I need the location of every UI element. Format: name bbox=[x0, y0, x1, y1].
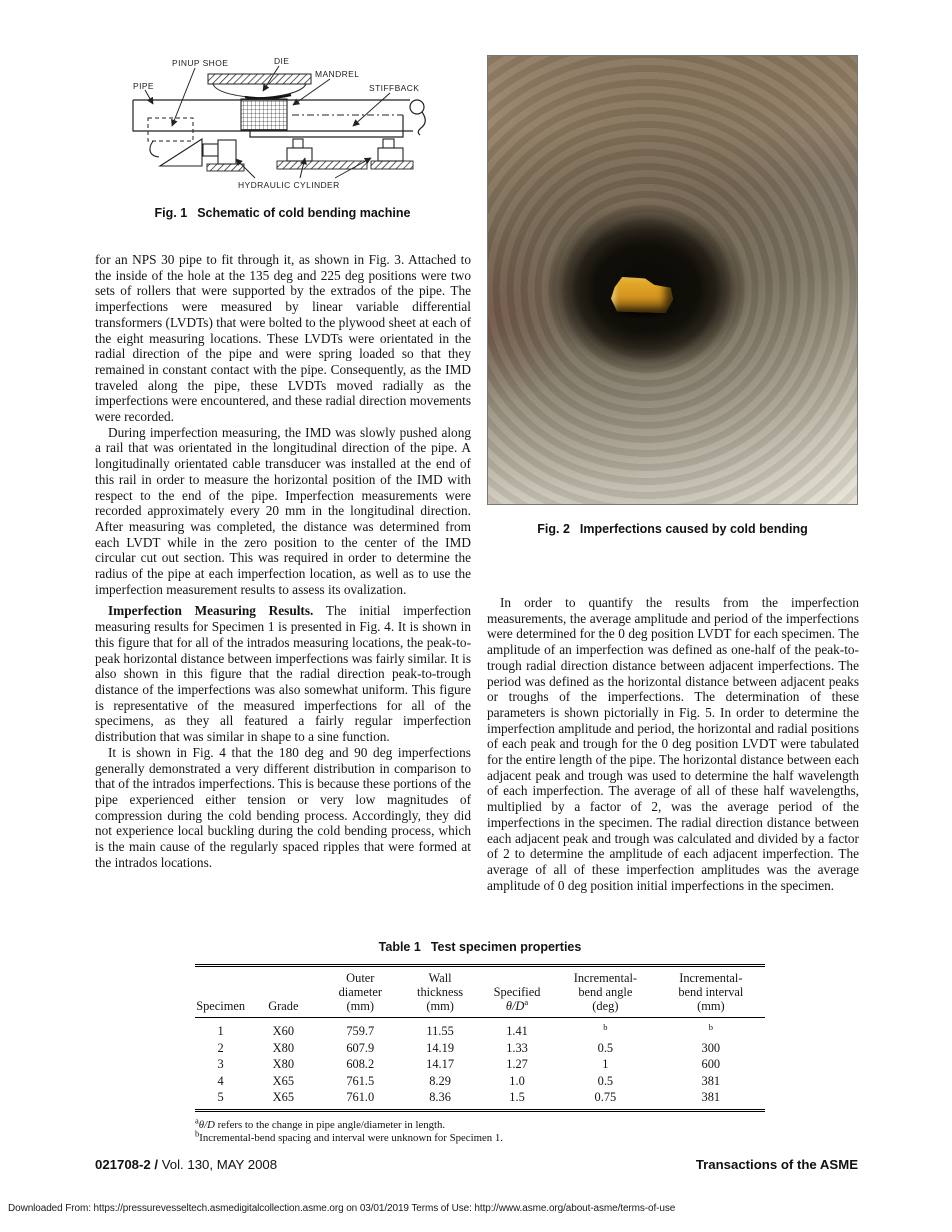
col-header-outer-diameter: Outer diameter (mm) bbox=[320, 966, 400, 1018]
table-row bbox=[195, 1056, 765, 1072]
wedge bbox=[160, 139, 202, 166]
footnote-b: $^b$Incremental-bend spacing and interval were unknown for Specimen 1. bbox=[195, 1128, 503, 1145]
table-cell: 5 bbox=[217, 1090, 224, 1105]
fig2-caption-label: Fig. 2 bbox=[537, 522, 570, 536]
body-paragraph: During imperfection measuring, the IMD was slowly pushed along a rail that was orientated in the longitudinal direction of the pipe. A longitudinally orientated cable transducer was installed at the end of this rail in order to measure the horizontal position of the IMD with respect to the end of the pipe. Imperfection measurements were recorded approximately every 20 mm in the longitudinal direction. After measuring was completed, the distance was determined from each LVDT while in the zero position to the center of the IMD circular cut out section. This was required in order to determine the radius of the pipe at each imperfection location, as well as to use the imperfection measurement results to assess its ovalization. bbox=[95, 424, 471, 597]
pinup-hook bbox=[150, 141, 159, 157]
mandrel-block bbox=[241, 99, 287, 130]
fig1-caption bbox=[95, 206, 470, 220]
table-cell: 381 bbox=[701, 1073, 721, 1088]
col-header-specimen: Specimen bbox=[195, 966, 246, 1018]
footnote-a: $^a$θ/D refers to the change in pipe angle/diameter in length. bbox=[195, 1115, 446, 1132]
fig2-caption bbox=[487, 522, 858, 536]
fig2-caption-text: Imperfections caused by cold bending bbox=[579, 522, 808, 536]
yellow-machine bbox=[611, 277, 673, 313]
table-cell: 0.5 bbox=[597, 1040, 614, 1055]
col-header-specified: Specified $\theta/D^a$ bbox=[480, 966, 554, 1018]
table-cell: 14.19 bbox=[426, 1040, 455, 1055]
table-cell: b bbox=[708, 1022, 713, 1033]
section-heading: Imperfection Measuring Results. bbox=[108, 603, 314, 619]
body-paragraph: Imperfection Measuring Results. The initial imperfection measuring results for Specimen 1 is presented in Fig. 4. It is shown in this figure that for all of the intrados measuring locations, the peak-to-peak horizontal distance between imperfections was fairly similar. It is also shown in this figure that the radial direction peak-to-trough distance of the imperfections was also somewhat uniform. This figure is representative of the measured imperfections for all of the specimens, as they all featured a fairly regular imperfection distribution that was similar in shape to a sine function. bbox=[95, 603, 471, 745]
ground-left bbox=[207, 164, 244, 171]
table-cell: 1.41 bbox=[506, 1024, 528, 1039]
support-middle bbox=[287, 148, 312, 161]
table-row bbox=[195, 1018, 765, 1040]
cylinder-body bbox=[218, 140, 236, 164]
fig1-caption-label: Fig. 1 bbox=[154, 206, 188, 220]
table-row bbox=[195, 1073, 765, 1089]
table-cell: 8.29 bbox=[429, 1073, 451, 1088]
table-cell: 761.5 bbox=[346, 1073, 375, 1088]
mandrel-label: MANDREL bbox=[315, 69, 360, 79]
table-cell: 381 bbox=[701, 1090, 721, 1105]
pinup-shoe-label: PINUP SHOE bbox=[172, 58, 229, 68]
table-cell: 3 bbox=[217, 1057, 224, 1072]
table-cell: 1.33 bbox=[506, 1040, 528, 1055]
table-cell: 761.0 bbox=[346, 1090, 375, 1105]
table-cell: 0.5 bbox=[597, 1073, 614, 1088]
fig1-caption-text: Schematic of cold bending machine bbox=[197, 206, 411, 220]
table-cell: X80 bbox=[272, 1040, 295, 1055]
table-cell: 1 bbox=[217, 1024, 224, 1039]
table-cell: 600 bbox=[701, 1057, 721, 1072]
pinup-shoe-block bbox=[148, 118, 193, 141]
cylinder-rod bbox=[203, 144, 218, 156]
pipe-label: PIPE bbox=[133, 81, 154, 91]
table-row bbox=[195, 1089, 765, 1111]
ground-right bbox=[371, 161, 413, 169]
table-cell: 1.0 bbox=[509, 1073, 525, 1088]
die-shoe bbox=[213, 84, 306, 98]
table-cell: 300 bbox=[701, 1040, 721, 1055]
table-cell: 1 bbox=[602, 1057, 609, 1072]
table-cell: 4 bbox=[217, 1073, 224, 1088]
table-cell: 8.36 bbox=[429, 1090, 451, 1105]
cold-bending-machine-diagram bbox=[95, 45, 467, 220]
table-cell: 608.2 bbox=[346, 1057, 375, 1072]
fig2-photo-pipe-interior bbox=[487, 55, 858, 505]
table-cell: b bbox=[603, 1022, 608, 1033]
table-cell: 607.9 bbox=[346, 1040, 375, 1055]
die-label: DIE bbox=[274, 56, 290, 66]
table-cell: X60 bbox=[272, 1024, 295, 1039]
download-notice: Downloaded From: https://pressurevesseltech.asmedigitalcollection.asme.org on 03/01/2019 Terms of Use: http://www.asme.org/about-asme/terms-of-use bbox=[8, 1203, 676, 1214]
body-paragraph: It is shown in Fig. 4 that the 180 deg and 90 deg imperfections generally demonstrated a very different distribution in comparison to that of the intrados imperfections. This is because these portions of the pipe experienced either tension or very low magnitudes of compression during the cold bending process. Accordingly, they did not experience local buckling during the cold bending process, which is the main cause of the regularly spaced ripples that were formed at the intrados locations. bbox=[95, 744, 471, 870]
table1-block bbox=[195, 940, 765, 1145]
col-header-bend-angle: Incremental- bend angle (deg) bbox=[554, 966, 657, 1018]
support-right bbox=[378, 148, 403, 161]
col-header-bend-interval: Incremental- bend interval (mm) bbox=[657, 966, 765, 1018]
right-column bbox=[487, 595, 859, 893]
body-paragraph: for an NPS 30 pipe to fit through it, as shown in Fig. 3. Attached to the inside of the hole at the 135 deg and 225 deg positions were two sets of rollers that were supported by the extrados of the pipe. The imperfections were measured by linear variable differential transformers (LVDTs) that were bolted to the plywood sheet at each of the eight measuring locations. These LVDTs were orientated in the radial direction of the pipe and were spring loaded so that they remained in constant contact with the pipe. Consequently, as the IMD traveled along the pipe, these LVDTs moved radially as the imperfections were encountered, and these radial direction movements were recorded. bbox=[95, 252, 471, 425]
table1-title: Table 1 Test specimen properties bbox=[378, 940, 582, 954]
table-cell: 759.7 bbox=[346, 1024, 375, 1039]
table-cell: 2 bbox=[217, 1040, 224, 1055]
table1-footnotes bbox=[195, 1115, 765, 1145]
hydraulic-cylinder-label: HYDRAULIC CYLINDER bbox=[238, 180, 340, 190]
table-cell: X80 bbox=[272, 1057, 295, 1072]
col-header-wall-thickness: Wall thickness (mm) bbox=[400, 966, 480, 1018]
table-cell: 14.17 bbox=[426, 1057, 455, 1072]
footer-page-id: 021708-2 / Vol. 130, MAY 2008 bbox=[95, 1157, 278, 1172]
col-header-grade: Grade bbox=[246, 966, 320, 1018]
stiffback-label: STIFFBACK bbox=[369, 83, 420, 93]
table-cell: 1.5 bbox=[509, 1090, 525, 1105]
body-paragraph: In order to quantify the results from the imperfection measurements, the average amplitude and period of the imperfections were determined for the 0 deg position LVDT for each specimen. The amplitude of an imperfection was defined as one-half of the peak-to-trough radial direction distance between adjacent imperfections. The period was defined as the horizontal distance between adjacent peaks or troughs of the imperfections. The determination of these parameters is shown pictorially in Fig. 5. In order to determine the imperfection amplitude and period, the horizontal and radial positions of each peak and trough for the 0 deg position LVDT were tabulated for the entire length of the pipe. The horizontal distance between each adjacent peak and trough was used to determine the half wavelength of each imperfection. The average of all of these half wavelengths, multiplied by a factor of 2, was the average period of the imperfections in the specimen. The radial direction distance between each adjacent peak and trough was calculated and divided by a factor of 2 to determine the amplitude of each adjacent imperfection. The average of all of these imperfection amplitudes was the average amplitude of 0 deg position initial imperfections in the specimen. bbox=[487, 595, 859, 893]
fig1-schematic bbox=[95, 45, 467, 220]
left-column bbox=[95, 252, 471, 870]
die-bar bbox=[208, 74, 311, 84]
table-cell: X65 bbox=[272, 1073, 295, 1088]
footer-journal: Transactions of the ASME bbox=[695, 1157, 858, 1172]
table-row bbox=[195, 1040, 765, 1056]
table-cell: X65 bbox=[272, 1090, 295, 1105]
table-cell: 1.27 bbox=[506, 1057, 528, 1072]
test-specimen-table bbox=[195, 964, 765, 1112]
table-cell: 0.75 bbox=[594, 1090, 617, 1105]
pipe-broken-end bbox=[410, 100, 424, 114]
table-cell: 11.55 bbox=[426, 1024, 454, 1039]
